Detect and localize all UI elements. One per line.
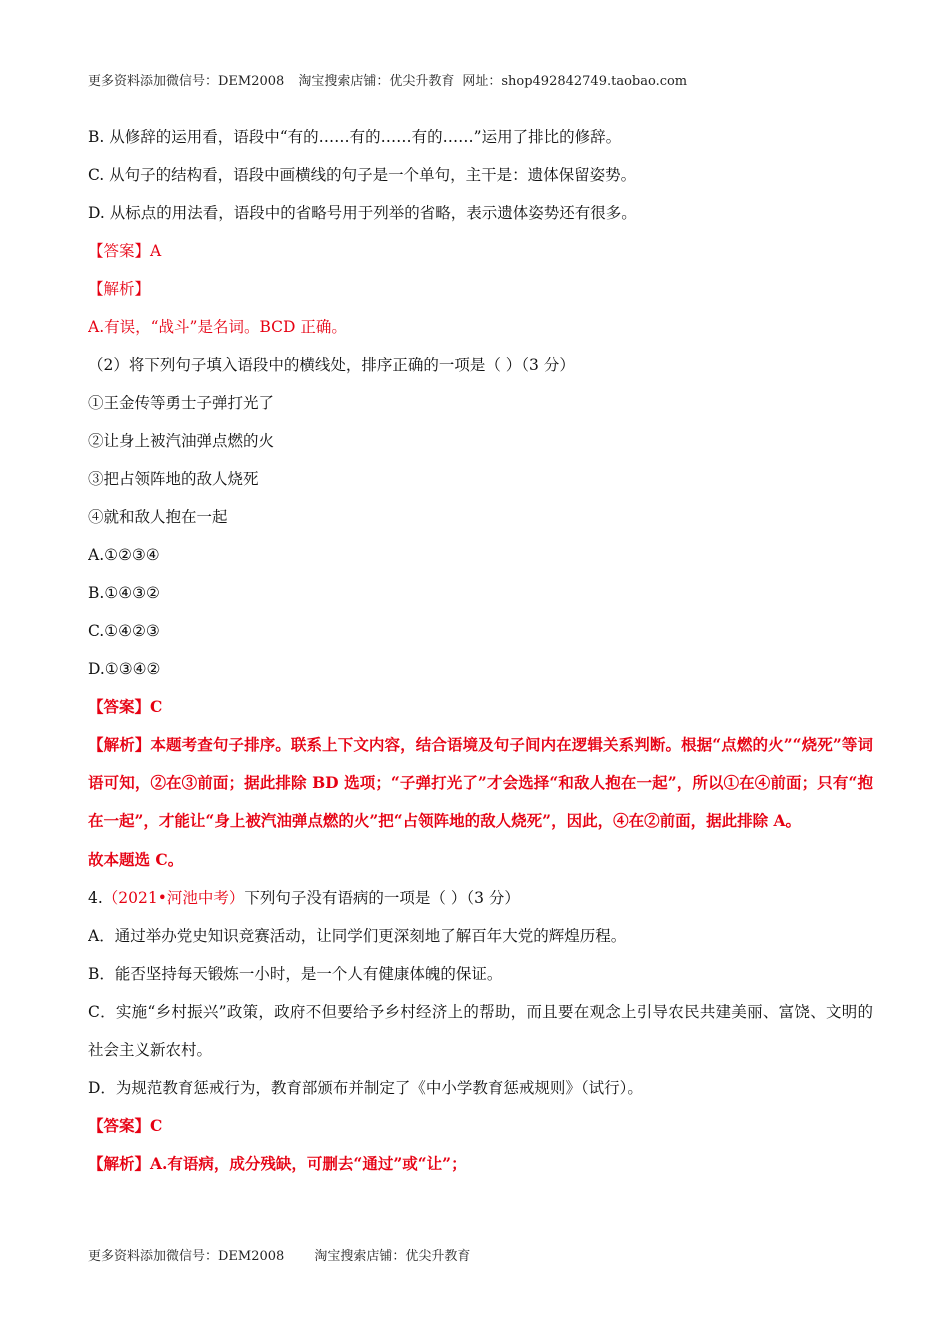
question-4-number: 4. <box>88 888 103 907</box>
analysis-2: 【解析】本题考查句子排序。联系上下文内容，结合语境及句子间内在逻辑关系判断。根据“点燃的火”“烧死”等词语可知，②在③前面；据此排除 BD 选项；“子弹打光了”才会选择“和敌人抱在一起”，所以①在④前面；只有“抱在一起”，才能让“身上被汽油弹点燃的火”把“占领阵地的敌人烧死”，因此，④在②前面，据此排除 A。 <box>88 735 873 831</box>
question-4-text: 下列句子没有语病的一项是（ ）（3 分） <box>244 888 520 907</box>
q4-option-c: C．实施“乡村振兴”政策，政府不但要给予乡村经济上的帮助，而且要在观念上引导农民共建美丽、富饶、文明的社会主义新农村。 <box>88 1002 873 1059</box>
q2-option-a: A.①②③④ <box>88 546 160 564</box>
analysis-4: 【解析】A.有语病，成分残缺，可删去“通过”或“让”； <box>88 1153 467 1173</box>
analysis-2-conclusion: 故本题选 C。 <box>88 849 184 869</box>
q4-option-b: B．能否坚持每天锻炼一小时，是一个人有健康体魄的保证。 <box>88 964 503 983</box>
q2-option-b: B.①④③② <box>88 584 160 602</box>
q2-option-c: C.①④②③ <box>88 622 160 640</box>
q2-option-d: D.①③④② <box>88 660 161 678</box>
question-4 <box>88 879 873 917</box>
sentence-3: ③把占领阵地的敌人烧死 <box>88 470 259 488</box>
document-body <box>88 118 873 1183</box>
header-taobao: 淘宝搜索店铺：优尖升教育 <box>298 74 455 89</box>
question-4-source: （2021•河池中考） <box>102 888 245 907</box>
sentence-4: ④就和敌人抱在一起 <box>88 508 228 526</box>
option-b: B. 从修辞的运用看，语段中“有的……有的……有的……”运用了排比的修辞。 <box>88 128 622 146</box>
sentence-1: ①王金传等勇士子弹打光了 <box>88 394 275 412</box>
q4-option-d: D．为规范教育惩戒行为，教育部颁布并制定了《中小学教育惩戒规则》（试行）。 <box>88 1078 643 1097</box>
question-2: （2）将下列句子填入语段中的横线处，排序正确的一项是（ ）（3 分） <box>88 356 575 374</box>
option-c: C. 从句子的结构看，语段中画横线的句子是一个单句，主干是：遗体保留姿势。 <box>88 166 637 184</box>
footer-taobao: 淘宝搜索店铺：优尖升教育 <box>314 1249 471 1264</box>
header-site: 网址：shop492842749.taobao.com <box>462 74 688 89</box>
sentence-2: ②让身上被汽油弹点燃的火 <box>88 432 275 450</box>
option-d: D. 从标点的用法看，语段中的省略号用于列举的省略，表示遗体姿势还有很多。 <box>88 204 637 222</box>
answer-1: 【答案】A <box>88 242 162 260</box>
footer-wechat: 更多资料添加微信号：DEM2008 <box>88 1249 285 1264</box>
answer-4: 【答案】C <box>88 1115 163 1135</box>
answer-2: 【答案】C <box>88 697 163 716</box>
q4-option-a: A．通过举办党史知识竞赛活动，让同学们更深刻地了解百年大党的辉煌历程。 <box>88 926 627 945</box>
page-header <box>88 70 687 89</box>
header-wechat: 更多资料添加微信号：DEM2008 <box>88 74 285 89</box>
analysis-1-label: 【解析】 <box>88 280 151 298</box>
analysis-1-text: A.有误，“战斗”是名词。BCD 正确。 <box>88 318 347 336</box>
page-footer <box>88 1245 470 1264</box>
